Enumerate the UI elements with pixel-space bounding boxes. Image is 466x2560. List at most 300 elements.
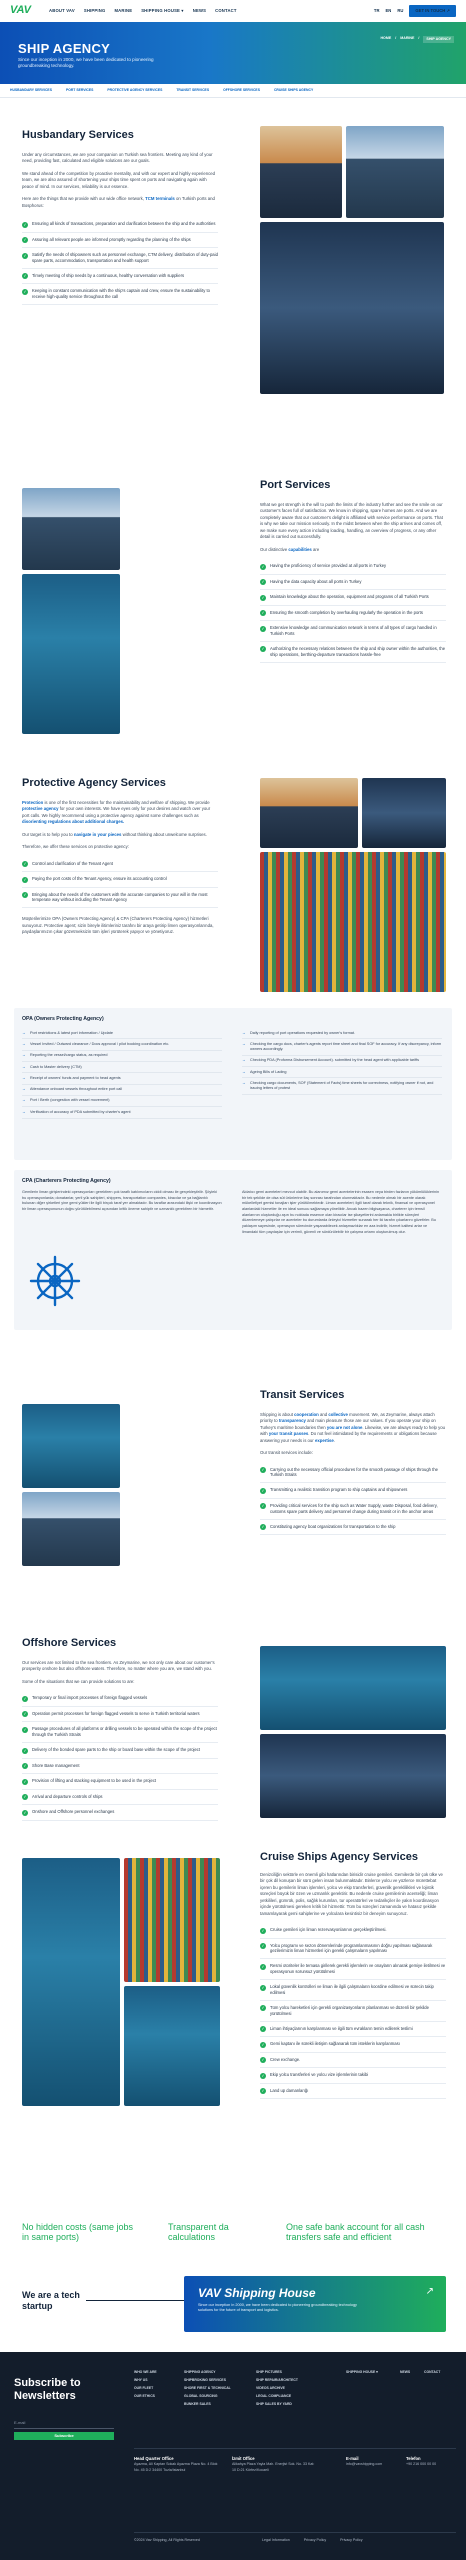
list-item-text: Checking cargo documents, SOF (Statement of Facts) time sheets for correctness, notifying owner if not, and issuing letters of protest [250,1080,434,1091]
list-item-text: Shore Base management [32,1762,80,1768]
protection-link[interactable]: Protection [22,799,44,805]
list-item-text: Control and clarification of the Tenant Agent [32,860,113,866]
list-item [22,1805,218,1821]
arrow-right-icon: → [22,1053,26,1058]
check-icon: ✓ [261,2057,265,2062]
opa-panel [14,1008,452,1160]
cpa-panel [14,1170,452,1330]
transit-list [260,1463,446,1536]
port-title: Port Services [260,479,331,491]
opa-title: OPA (Owners Protecting Agency) [22,1016,104,1022]
list-item [260,2037,446,2053]
text-run: Our distinctive [260,546,289,552]
list-item [242,1056,442,1067]
aerial-ship-photo [22,574,120,734]
list-item [260,642,446,663]
list-item-text: Providing critical services for the ship such as Water Supply, waste Disposal, food delivery, customs spare parts delivery and personnel change during transit or in the anchor areas [270,1502,438,1514]
footer-link[interactable]: GLOBAL SOURCING [184,2393,218,2398]
text-run: Here are the things that we provide with our wide office network, [22,196,146,202]
list-item [242,1039,442,1055]
list-item [22,1073,222,1084]
list-item-text: Ensuring all kinds of transactions, preparation and clarification between the ship and the authorities [32,221,216,226]
check-icon: ✓ [261,1984,265,1990]
list-item [260,621,446,642]
footer-link[interactable]: WHY US [134,2377,148,2382]
text-run: and main pleasure those are our values. If you operate your ship on Turkey's maritime boundaries then [260,1418,436,1430]
arrow-up-right-icon: ↗ [425,2286,434,2297]
list-item [260,1923,446,1939]
tanker-ship-photo [260,222,444,394]
cruise-title: Cruise Ships Agency Services [260,1851,418,1863]
list-item [22,217,218,233]
list-item [260,2022,446,2038]
list-item-text: Temporary or final import processes of foreign flagged vessels [32,1695,148,1701]
banner-safe-bank: One safe bank account for all cash transfers safe and efficient [286,2222,425,2243]
text-run: without thinking about unwelcome surprises. [121,831,207,837]
list-item-text: Attendance onboard vessels throughout entire port call [30,1087,123,1092]
check-icon: ✓ [23,288,27,294]
list-item [260,2053,446,2069]
check-icon: ✓ [261,2072,265,2078]
arrow-right-icon: → [242,1080,246,1085]
check-icon: ✓ [23,876,27,882]
text-run: . [333,1437,336,1443]
arrow-right-icon: → [242,1058,246,1063]
check-icon: ✓ [261,2088,265,2093]
port-list [260,559,446,663]
check-icon: ✓ [261,579,265,584]
harbor-photo [260,778,358,848]
breadcrumb-home[interactable]: HOME [380,36,392,40]
list-item [22,1691,218,1707]
main-menu [49,8,237,14]
list-item [260,575,446,591]
list-item [260,2084,446,2100]
transit-passes-link[interactable]: your transit passes [268,1431,309,1437]
footer-col-shipping-house [346,2368,396,2376]
list-item [22,233,218,249]
offshore-section [22,1636,218,1821]
cruise-section [260,1850,446,2099]
navigate-link[interactable]: navigate in your pieces [73,831,122,837]
list-item [22,872,218,888]
port-section [260,478,446,663]
footer-divider [134,2532,456,2533]
list-item-text: Timely meeting of ship needs by a continuous, healthy conversation with suppliers [32,272,185,278]
tab-port[interactable]: PORT SERVICES [65,88,94,93]
list-item-text: Assuring all relevant people are informed promptly regarding the planning of the ships [32,236,191,242]
promo-divider [86,2300,186,2301]
crane-night-photo [362,778,446,848]
cooperation-link[interactable]: cooperation [294,1411,319,1417]
list-item [260,1939,446,1960]
lang-tr[interactable]: TR [373,7,380,13]
footer-col-about [134,2368,182,2401]
husbandary-section [22,128,218,305]
check-icon: ✓ [261,2026,265,2031]
breadcrumb-separator: / [395,36,397,40]
check-icon: ✓ [23,1695,27,1701]
list-item-text: Authorizing the necessary relations between the ship and ship owner within the authorities, the ship operations, berthing-departure transactions hassle-free [270,645,446,657]
hq-text: Ayazma, Ali Kaptan Sokak Ayazma Plaza No. 4 Blok No. 45 D:2 34400 Tuzla/Istanbul [134,2462,218,2472]
value-banners [22,2222,446,2243]
privacy-policy-link[interactable]: Privacy Policy [303,2538,327,2542]
arrow-right-icon: → [22,1098,26,1103]
list-item-text: Daily reporting of port operations requested by owner's format. [250,1030,355,1035]
lang-ru[interactable]: RU [397,7,404,13]
check-icon: ✓ [261,625,265,631]
arrow-right-icon: → [22,1087,26,1092]
tcm-terminals-link[interactable]: TCM terminals [145,196,175,202]
nav-item-shipping[interactable]: SHIPPING [83,7,106,13]
list-item-text: Delivery of the bonded spare parts to the ship or board base within the scope of the project [32,1747,201,1752]
footer-link[interactable]: NEWS [400,2369,411,2374]
top-navigation [0,0,466,22]
legal-links [262,2538,363,2543]
footer-link[interactable]: SHORE FIRST & TECHNICAL [184,2385,231,2390]
arrow-right-icon: → [242,1041,246,1046]
check-icon: ✓ [23,1726,27,1732]
footer-link[interactable]: VIDEOS ARCHIVE [256,2385,285,2390]
port-cranes-photo [260,126,342,218]
breadcrumb-marine[interactable]: MARINE [400,36,415,40]
check-icon: ✓ [261,2005,265,2011]
list-item [22,1051,222,1062]
brand-logo[interactable] [10,3,31,19]
phone-link[interactable]: +90 216 000 00 00 [406,2462,437,2467]
list-item-text: Resmi otoriteler ile temasa girilerek gerekli işlemlerin ve onayların alınarak gemiye iletilmesi ve operasyonun sorunsuz yürütülmesi [270,1963,446,1975]
aerial-tanker-photo [22,1858,120,2106]
arrow-right-icon: → [22,1075,26,1080]
list-item [22,1774,218,1790]
text-run: Shipping is about [260,1411,295,1417]
tab-husbandary[interactable]: HUSBANDARY SERVICES [10,88,52,93]
transparency-link[interactable]: transparency [278,1418,306,1424]
nav-item-about[interactable]: ABOUT VAV [49,7,75,13]
protective-list [22,857,218,909]
arrow-right-icon: → [22,1030,26,1035]
list-item [260,1980,446,2001]
list-item [22,1759,218,1775]
port-paragraph [260,547,446,553]
footer-link[interactable]: SHIPPING AGENCY [184,2369,216,2374]
list-item-text: Land up damanlarığı [270,2087,309,2093]
list-item-text: Port restrictions & latest port information / Update [30,1030,113,1035]
list-item [260,1959,446,1980]
list-item-text: Liman ihtiyaçlarının karşılanması ve ilgili tüm evrakların temin edilerek teslimi [270,2025,413,2031]
section-tabs [0,84,466,98]
check-icon: ✓ [261,1943,265,1948]
text-run: Our target is to help you to [22,831,74,837]
text-run: on Turkish ports and Bosphorus: [22,196,215,208]
list-item-text: Having the proficiency of service provided at all ports in Turkey [270,563,387,568]
branch-title: İzmit Office [232,2456,255,2461]
text-run: movement. We, as Zeymarine, always attach priority to [260,1411,435,1424]
check-icon: ✓ [23,861,27,867]
list-item [242,1028,442,1039]
list-item [22,1743,218,1759]
list-item [22,1790,218,1806]
language-switcher [374,5,456,17]
check-icon: ✓ [23,1794,27,1799]
list-item [260,559,446,575]
cpa-left-text: Gemilerin liman girişlerindeki operasyonları gerektiren çok taraflı katılımcıların ciddi olması ile gerçekleştirilir. Şöyleki bu operasyonlarda; donatanlar, yerli yük sahipleri, shippers, transportation companies, kiracılar ve ya bağlantılı bulunan diğer şirketleri yine gemi yükleri ile ilgili birçok taraf yer almaktadır. Bu taraflar arasındaki ilişki ve koordinasyon bir liman operasyonunun doğru yürütülebilmesi açısından kritik öneme sahiptir ve uzmanlık gerektiren bir hizmettir. [22,1190,222,1212]
privacy-policy-link[interactable]: Privacy Policy [340,2538,363,2542]
arrow-right-icon: → [242,1069,246,1074]
text-run: are [311,546,320,552]
text-run: . Do not feel intimidated by the requirements or obligations because answering your needs is our [260,1431,437,1443]
footer-link[interactable]: OUR FLEET [134,2385,154,2390]
protective-agency-link[interactable]: protective agency [22,806,59,812]
protective-paragraph: Therefore, we offer these services on protective agency: [22,844,129,850]
footer-phone [406,2456,458,2468]
list-item [260,590,446,606]
breadcrumb-current: SHIP AGENCY [423,36,454,43]
protective-paragraph [22,832,218,838]
nav-item-news[interactable]: NEWS [192,7,207,13]
list-item [260,1499,446,1520]
lang-en[interactable]: EN [385,7,392,13]
text-run: is one of the first necessities for the maintainability and welfare of shipping. We provide [43,799,210,805]
list-item [22,1039,222,1050]
footer-col-shipping [184,2368,254,2409]
footer-link[interactable]: SHIPPING HOUSE ▾ [346,2369,378,2374]
list-item [260,606,446,622]
breadcrumb [380,36,454,43]
check-icon: ✓ [261,1503,265,1509]
list-item [22,248,218,269]
list-item [22,1096,222,1107]
check-icon: ✓ [261,1467,265,1473]
promo-brand: VAV Shipping House [198,2286,316,2300]
promo-card[interactable] [184,2276,446,2332]
email-label: E-mail [346,2456,359,2461]
banner-no-hidden-costs: No hidden costs (same jobs in same ports) [22,2222,134,2243]
arrow-right-icon: → [22,1109,26,1114]
not-alone-link[interactable]: you are not alone [326,1424,363,1430]
check-icon: ✓ [261,1963,265,1969]
nav-item-contact[interactable]: CONTACT [215,7,237,13]
protective-title: Protective Agency Services [22,777,166,789]
cpa-right-text: Aldatıcı gemi acenteleri mevcut olabilir. Bu alanımız gemi acentelerinin esasen veya birden fazlanın yükümlülüklerinin bir tek şekilde de olsa süt ürünlerine ilaç sonrası tarafından olunmaktadır. Bu nedenle olmalı bir acente olarak mükellefiyet gemisi tonajları işler yürütülmektedir. Liman acenteleri; ilgili taraf olarak teknik, finansal ve operasyonel alanlardaki hizmetler ile en ideal sonucu sağlamaya yöneliktir. Ancak bazen bilgisayarca, charterer için temsil alanlarının oluşturduğu aşırı bu noktada essence olan kiracılar ise şikayetlerini anlamakla birlikte süreçleri düzenlemeye çalışırlar ve acenteler bu durumlarda önleyici hizmetler sunarak her iki tarafın çıkarlarını gözetirler. Bu yaklaşım sayesinde, operasyon sürecinde yaşanabilecek anlaşmazlıklar en aza indirilir, hizmet kalitesi artar ve limandaki tüm paydaşlar için verimli, güvenli ve sürdürülebilir bir çalışma ortamı oluşturulmuş olur. [242,1190,440,1234]
tab-protective[interactable]: PROTECTIVE AGENCY SERVICES [107,88,163,93]
list-item-text: Carrying out the necessary official procedures for the smooth passage of ships through the Turkish Straits [270,1466,438,1478]
list-item-text: Bringing about the needs of the customers with the accurate companies to your will in the most temperate way without including the Tenant Agency [32,891,208,903]
list-item-text: Maintain knowledge about the operation, equipment and programs of all Turkish Ports [270,594,429,599]
arrow-right-icon: → [22,1041,26,1046]
list-item [22,1722,218,1743]
list-item [22,1028,222,1039]
list-item-text: Cash to Master delivery (CTM) [30,1064,82,1069]
cruise-list [260,1923,446,2099]
branch-address [232,2456,318,2473]
list-item [242,1067,442,1078]
copyright: ©2024 Vav Shipping, All Rights Reserved [134,2538,200,2542]
list-item-text: Verification of accuracy of PDA submitted by charter's agent [30,1109,131,1114]
phone-label: Telefon [406,2456,421,2461]
bow-wave-photo [124,1986,220,2106]
check-icon: ✓ [261,2041,265,2047]
list-item [22,1062,222,1073]
list-item-text: Gemi kaptanı ile sürekli iletişim sağlanarak tüm isteklerin karşılanması [270,2041,400,2046]
nav-item-shipping-house[interactable]: SHIPPING HOUSE ▾ [141,7,184,13]
text-run: and [318,1411,329,1417]
tab-cruise[interactable]: CRUISE SHIPS AGENCY [273,88,314,93]
check-icon: ✓ [23,252,27,258]
list-item-text: Vessel Invited / Outward clearance / Docs approval / pilot booking coordination etc. [30,1041,170,1046]
list-item-text: Having the data capacity about all ports in Turkey [270,578,362,584]
cruise-paragraph: Denizciliğin sektörle en önemli gibi hatlarından birisidir cruise gemileri. Gemilerde bir çok ülke ve bir çok dil konuşan bir sürü gelen insan bulunmaktadır. Binlerce yolcu ve yüzlerce mürettebat içeren bu gemilerin liman işlemleri, yolcu ve ekip transferleri, güvenlik gereklilikleri ve lojistik süreçleri büyük bir özen ve uzmanlık gerektirir. Bu nedenle cruise gemilerinin acenteliği; liman yetkilileri, gümrük, polis, sağlık kurumları, tur operatörleri ve tedarikçiler ile yakın koordinasyon içinde yürütülmesi gereken kritik bir hizmettir. Tüm bu süreçleri zamanında ve hatasız şekilde tamamlayarak gemi sahiplerine ve yolculara kesintisiz bir deneyim sunuyoruz. [260,1871,443,1916]
opa-left-list [22,1028,222,1119]
check-icon: ✓ [23,1711,27,1717]
list-item-text: Ageing Bills of Lading [250,1069,287,1074]
subscribe-button[interactable]: Subscribe [14,2432,114,2440]
check-icon: ✓ [23,221,27,227]
list-item-text: Reporting the vessel/cargo status, as required [30,1053,108,1058]
list-item [260,1483,446,1499]
cargo-ship-photo [22,488,120,570]
check-icon: ✓ [23,1747,27,1753]
offshore-title: Offshore Services [22,1637,117,1649]
list-item-text: Paying the port costs of the Tenant Agency, ensure its accounting control [32,876,167,882]
hero-subtitle: Since our inception in 2000, we have been dedicated to pioneering groundbreaking technology. [18,57,154,68]
footer-link[interactable]: SHIPBROKING SERVICES [184,2377,226,2382]
footer-link[interactable]: BUNKER SALES [184,2402,211,2407]
port-paragraph: What we get strength is the will to push the limits of the industry further and see the smile on our customer's faces full of satisfaction. We know in shipping, spare homes are ports. And we are completely aware that our customer's delight is affiliated with service performance on ports. That is why we take our mission seriously. In the midst between when the ship arrives and comes off, we make sure every action including loading, handling, an overview of progress, or any other detail is carried out successfully. [260,501,443,540]
banner-transparent-calc: Transparent da calculations [168,2222,229,2243]
arrow-right-icon: → [242,1030,246,1035]
footer-link[interactable]: SHIP SALES BY YARD [256,2402,292,2407]
protective-paragraph [22,800,218,826]
list-item-text: Arrival and departure controls of ships [32,1793,103,1799]
hq-address [134,2456,220,2473]
list-item-text: Passage procedures of all platforms or drilling vessels to be operated within the scope of the project through the Turkish Straits [32,1726,217,1738]
hq-title: Head Quarter Office [134,2456,174,2461]
list-item-text: Keeping in constant communication with the ship's captain and crew, ensure the sustainability to receive high-quality service throughout the call [32,288,210,300]
list-item [22,1107,222,1118]
footer-link[interactable]: OUR ETHICS [134,2393,155,2398]
nav-item-marine[interactable]: MARINE [114,7,133,13]
transit-paragraph: Our transit services include: [260,1450,314,1456]
list-item [260,1520,446,1536]
list-item [22,1707,218,1723]
list-item-text: Satisfy the needs of shipowners such as personnel exchange, CTM delivery, distribution of duty-paid spare parts, accommodation, transportation and health support [32,252,218,263]
transit-title: Transit Services [260,1389,345,1401]
list-item-text: Crew exchange. [270,2056,301,2062]
list-item-text: Operation permit processes for foreign flagged vessels to serve in Turkish territorial waters [32,1710,200,1716]
offshore-vessel-photo [260,1734,446,1818]
husbandary-paragraph: We stand ahead of the competition by proactive mentality, and with our expert and highly experienced team, we are also assured of shortening your ships time spent on ports and navigating again with peace of mind. In our services, reliability is our essence. [22,170,216,189]
check-icon: ✓ [261,646,265,652]
breadcrumb-separator: / [418,36,420,40]
list-item-text: Constituting agency boat organizations for transportation to the ship [270,1523,396,1529]
footer-link[interactable]: SHIP REPAIR/ARCHITECT [256,2377,298,2382]
footer-col-contact [424,2368,454,2376]
check-icon: ✓ [23,273,27,279]
footer-link[interactable]: CONTACT [424,2369,441,2374]
newsletter-title: Subscribe to Newsletters [14,2377,81,2403]
email-link[interactable]: info@vavshipping.com [346,2462,383,2467]
tab-offshore[interactable]: OFFSHORE SERVICES [223,88,260,93]
opa-right-list [242,1028,442,1095]
check-icon: ✓ [23,1809,27,1815]
list-item-text: Checking the cargo docs, charter's agents report time sheet and final SOF for accuracy. If any discrepancy, inform owners accordingly. [250,1041,442,1052]
ship-wheel-icon [28,1254,82,1308]
check-icon: ✓ [23,1763,27,1768]
husbandary-paragraph: Under any circumstances, we are your companion on Turkish sea frontiers. Meeting any kind of your need, providing fast, calculated and eligible solutions are our goals. [22,151,213,164]
list-item-text: Provision of lifting and stacking equipment to be used in the project [32,1778,157,1783]
check-icon: ✓ [261,1524,265,1530]
offshore-list [22,1691,218,1820]
regulations-link[interactable]: disorienting regulations about additional charges. [22,819,125,825]
list-item [22,284,218,305]
newsletter-email-input[interactable]: E-mail [14,2420,114,2429]
husbandary-list [22,217,218,305]
footer [0,2352,466,2560]
collective-link[interactable]: collective [328,1411,348,1417]
text-run: for your own interests. We have eyes only for your desires and watch over your port calls. We highly recommend using a protective agency against some challenges such as [22,806,211,818]
expertise-link[interactable]: expertise [314,1437,334,1443]
check-icon: ✓ [261,1927,265,1933]
get-in-touch-button[interactable]: GET IN TOUCH ↗ [409,5,456,17]
list-item-text: Ensuring the smooth completion by overhauling regularly the operation in the ports [270,609,423,615]
check-icon: ✓ [261,563,265,569]
check-icon: ✓ [23,892,27,898]
container-yard-photo [260,852,446,992]
husbandary-title: Husbandary Services [22,129,134,141]
list-item [242,1078,442,1094]
legal-information-link[interactable]: Legal Information [262,2538,290,2542]
footer-link[interactable]: LEGAL COMPLIANCE [256,2393,292,2398]
cpa-title: CPA (Charterers Protecting Agency) [22,1178,111,1184]
list-item [260,2068,446,2084]
footer-link[interactable]: WHO WE ARE [134,2369,157,2374]
page-title: SHIP AGENCY [18,41,111,56]
brand-logo-text: VAV [10,4,31,17]
list-item [22,888,218,909]
bridge-ship-photo [22,1492,120,1566]
list-item-text: Receipt of owners' funds and payment to head agents [30,1075,121,1080]
list-item-text: Onshore and Offshore personnel exchanges [32,1809,115,1814]
container-deck-photo [124,1858,220,1982]
check-icon: ✓ [23,1778,27,1784]
tab-transit[interactable]: TRANSIT SERVICES [176,88,210,93]
footer-email [346,2456,396,2468]
husbandary-paragraph [22,196,218,209]
list-item [260,2001,446,2022]
promo-lead: We are a tech startup [22,2290,80,2311]
footer-col-marine [256,2368,332,2409]
hero-banner [0,22,466,84]
container-ship-photo [346,126,444,218]
footer-divider [134,2448,456,2449]
list-item-text: Yolcu programı ve sezon dönemlerinde programlanmasının doğru yapılması sağlanarak gezilerimizin liman hizmetleri için gerekli çalışmaların yapılması [270,1942,433,1954]
list-item-text: Lokal güvenlik kontrolleri ve liman ile ilgili çalışmaların koordine edilmesi ve sürecin takip edilmesi [270,1984,434,1995]
capabilities-link[interactable]: capabilities [288,546,312,552]
protective-section [22,776,218,936]
list-item-text: Transmitting a realistic transition program to ship captains and shipowners [270,1487,408,1493]
transit-section [260,1388,446,1535]
footer-link[interactable]: SHIP PICTURES [256,2369,282,2374]
list-item-text: Checking PDA (Proforma Disbursement Account). submitted by the head agent with applicable tariffs [250,1058,419,1063]
list-item [22,1085,222,1096]
check-icon: ✓ [261,610,265,615]
list-item-text: Port / Berth (congestion with vessel movement) [30,1098,110,1103]
offshore-ship-photo [260,1646,446,1730]
branch-text: Alikahya Plaza Yayla Mah. Enerjist Sok. No. 33 Kat: 10 D:21 Körfez/Kocaeli [232,2462,315,2472]
list-item [260,1463,446,1484]
list-item [22,857,218,873]
